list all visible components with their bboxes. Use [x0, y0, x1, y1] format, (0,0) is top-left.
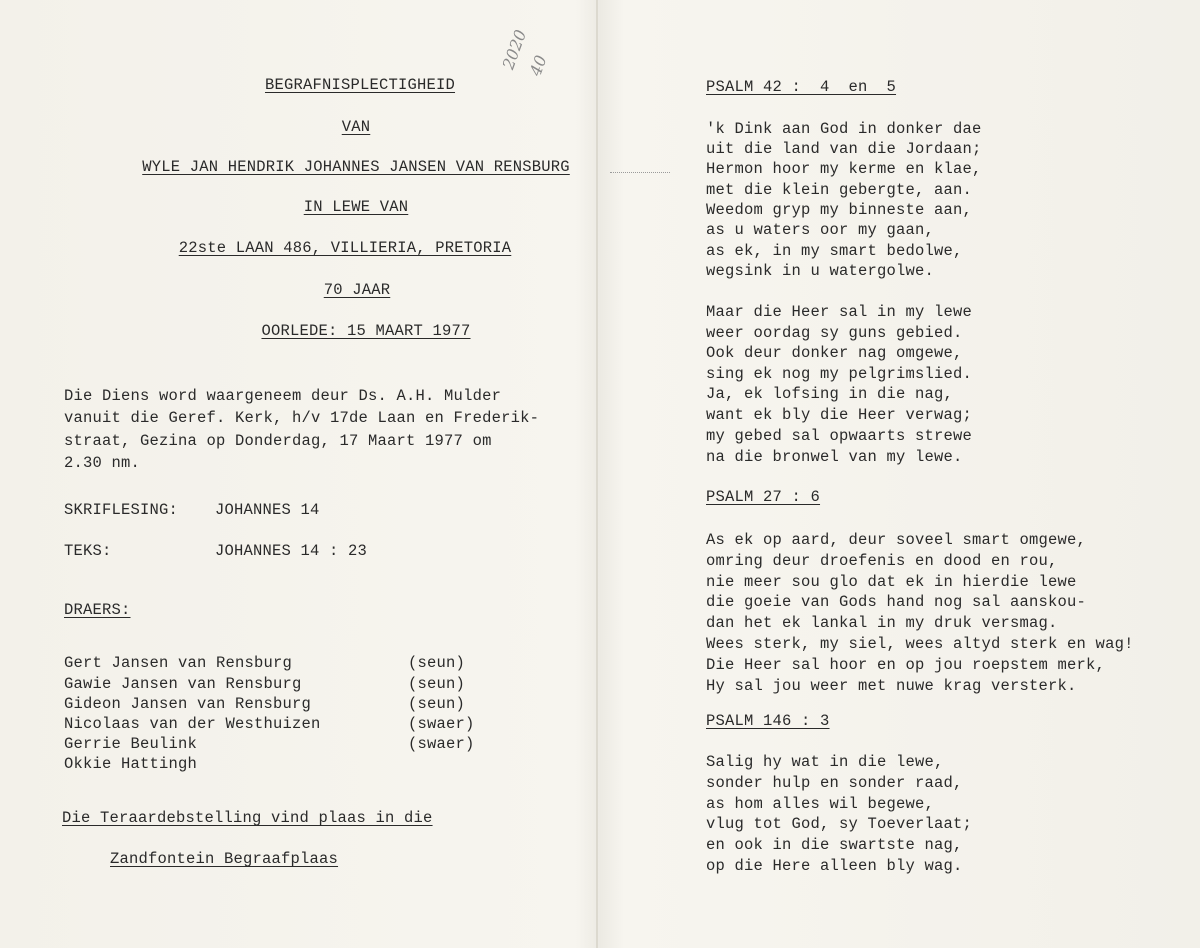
bearer-name-1: Gert Jansen van Rensburg	[64, 654, 293, 672]
psalm-42-line: weer oordag sy guns gebied.	[706, 324, 963, 342]
bearers-heading: DRAERS:	[64, 601, 131, 619]
bearer-relation-1: (seun)	[408, 654, 466, 672]
psalm-146-line: en ook in die swartste nag,	[706, 836, 963, 854]
psalm-146-line: vlug tot God, sy Toeverlaat;	[706, 815, 973, 833]
psalm-146-line: op die Here alleen bly wag.	[706, 857, 963, 875]
bearer-relation-5: (swaer)	[408, 735, 475, 753]
bearer-name-3: Gideon Jansen van Rensburg	[64, 695, 312, 713]
burial-line-1: Die Teraardebstelling vind plaas in die	[62, 809, 433, 827]
text-value: JOHANNES 14 : 23	[215, 542, 368, 560]
psalm-146-line: as hom alles wil begewe,	[706, 795, 935, 813]
margin-mark	[610, 172, 670, 173]
psalm-42-line: as ek, in my smart bedolwe,	[706, 242, 963, 260]
psalm-27-line: dan het ek lankal in my druk versmag.	[706, 614, 1058, 632]
age: 70 JAAR	[323, 281, 391, 299]
psalm-42-line: na die bronwel van my lewe.	[706, 448, 963, 466]
psalm-146-line: Salig hy wat in die lewe,	[706, 753, 944, 771]
psalm-27-heading: PSALM 27 : 6	[706, 488, 821, 506]
service-line-2: vanuit die Geref. Kerk, h/v 17de Laan en Frederik-	[64, 409, 540, 427]
psalm-27-line: As ek op aard, deur soveel smart omgewe,	[706, 531, 1087, 549]
service-line-1: Die Diens word waargeneem deur Ds. A.H. Mulder	[64, 387, 502, 405]
psalm-42-line: Weedom gryp my binneste aan,	[706, 201, 973, 219]
psalm-146-heading: PSALM 146 : 3	[706, 712, 830, 730]
psalm-42-line: uit die land van die Jordaan;	[706, 140, 982, 158]
deceased-name: WYLE JAN HENDRIK JOHANNES JANSEN VAN RENSBURG	[142, 158, 570, 176]
psalm-42-line: Hermon hoor my kerme en klae,	[706, 160, 982, 178]
bearer-relation-3: (seun)	[408, 695, 466, 713]
psalm-42-line: Ook deur donker nag omgewe,	[706, 344, 963, 362]
psalm-42-line: want ek bly die Heer verwag;	[706, 406, 973, 424]
psalm-146-line: sonder hulp en sonder raad,	[706, 774, 963, 792]
bearer-relation-2: (seun)	[408, 675, 466, 693]
bearer-name-4: Nicolaas van der Westhuizen	[64, 715, 321, 733]
reading-value: JOHANNES 14	[215, 501, 320, 519]
service-line-3: straat, Gezina op Donderdag, 17 Maart 1977 om	[64, 432, 492, 450]
psalm-27-line: nie meer sou glo dat ek in hierdie lewe	[706, 573, 1077, 591]
burial-line-2: Zandfontein Begraafplaas	[110, 850, 339, 868]
psalm-27-line: Wees sterk, my siel, wees altyd sterk en wag!	[706, 635, 1134, 653]
psalm-42-line: as u waters oor my gaan,	[706, 221, 935, 239]
psalm-27-line: Die Heer sal hoor en op jou roepstem merk,	[706, 656, 1106, 674]
bearer-name-5: Gerrie Beulink	[64, 735, 198, 753]
date-of-death: OORLEDE: 15 MAART 1977	[261, 322, 471, 340]
pencil-note-2: 40	[525, 52, 551, 79]
psalm-42-line: met die klein gebergte, aan.	[706, 181, 973, 199]
psalm-27-line: Hy sal jou weer met nuwe krag versterk.	[706, 677, 1077, 695]
service-line-4: 2.30 nm.	[64, 454, 141, 472]
text-label: TEKS:	[64, 542, 112, 560]
psalm-42-line: 'k Dink aan God in donker dae	[706, 120, 982, 138]
bearer-relation-4: (swaer)	[408, 715, 475, 733]
psalm-42-line: my gebed sal opwaarts strewe	[706, 427, 973, 445]
psalm-27-line: die goeie van Gods hand nog sal aanskou-	[706, 593, 1087, 611]
title-van: VAN	[341, 118, 371, 136]
reading-label: SKRIFLESING:	[64, 501, 179, 519]
bearer-name-2: Gawie Jansen van Rensburg	[64, 675, 302, 693]
psalm-42-line: sing ek nog my pelgrimslied.	[706, 365, 973, 383]
psalm-42-heading: PSALM 42 : 4 en 5	[706, 78, 897, 96]
psalm-27-line: omring deur droefenis en dood en rou,	[706, 552, 1058, 570]
psalm-42-line: Maar die Heer sal in my lewe	[706, 303, 973, 321]
pencil-note-1: 2020	[498, 27, 531, 72]
in-lewe-van: IN LEWE VAN	[303, 198, 409, 216]
fold-line	[596, 0, 598, 948]
psalm-42-line: wegsink in u watergolwe.	[706, 262, 935, 280]
document-title: BEGRAFNISPLECTIGHEID	[264, 76, 456, 94]
psalm-42-line: Ja, ek lofsing in die nag,	[706, 385, 954, 403]
bearer-name-6: Okkie Hattingh	[64, 755, 198, 773]
address: 22ste LAAN 486, VILLIERIA, PRETORIA	[178, 239, 512, 257]
